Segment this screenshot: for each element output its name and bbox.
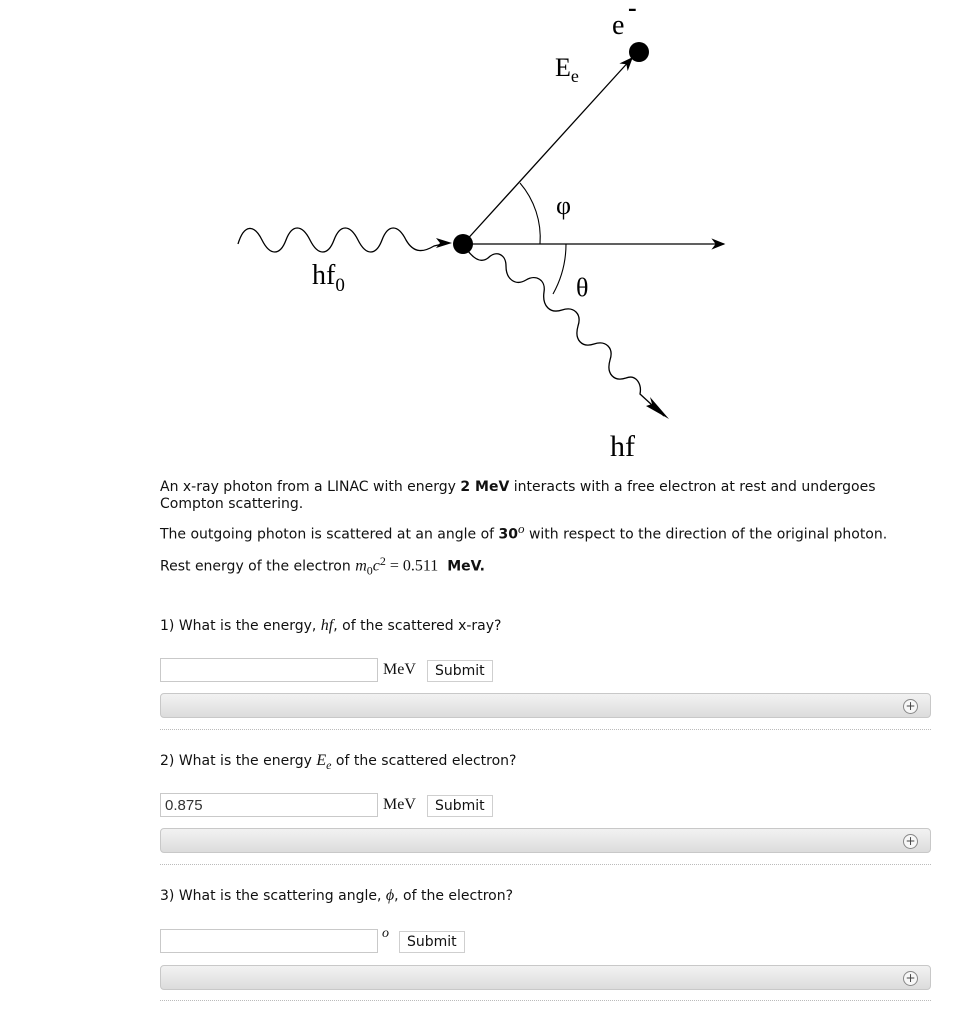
incident-arrowhead [436, 238, 452, 248]
phi-arc [520, 183, 540, 244]
squared-exponent: 2 [379, 554, 386, 568]
plus-circle-icon[interactable]: + [903, 971, 918, 986]
electron-energy-label: $E_e$ [555, 53, 579, 86]
scattered-photon-label: hf [610, 430, 635, 463]
answer-2-input[interactable] [160, 793, 378, 817]
theta-label: θ [576, 273, 589, 302]
problem-text: An x-ray photon from a LINAC with energy [160, 479, 461, 495]
problem-text: Rest energy of the electron [160, 558, 356, 575]
question-text: , of the electron? [394, 888, 514, 904]
phi-label: φ [556, 191, 572, 220]
incident-photon-label: $hf_0$ [312, 260, 345, 296]
question-1 [160, 617, 501, 635]
question-3 [160, 887, 513, 905]
rest-mass-subscript: 0 [366, 563, 373, 578]
answer-3-unit: o [382, 926, 389, 941]
speed-of-light-symbol: c [372, 557, 380, 575]
electron-label: e [612, 10, 625, 41]
question-text: , of the scattered x-ray? [333, 618, 502, 634]
answer-1-unit: MeV [383, 661, 416, 678]
submit-3-button[interactable]: Submit [399, 931, 465, 953]
hint-2-bar[interactable] [160, 828, 931, 853]
answer-1-input[interactable] [160, 658, 378, 682]
question-text: 1) What is the energy, [160, 618, 321, 634]
electron-trajectory [463, 58, 632, 244]
problem-line-1 [160, 479, 920, 513]
incident-photon-wave [238, 228, 447, 252]
question-subscript: e [326, 757, 332, 772]
scattered-arrowhead [646, 397, 669, 419]
rest-energy-unit: MeV. [447, 558, 485, 575]
question-text: 3) What is the scattering angle, [160, 888, 386, 904]
divider [160, 1000, 931, 1001]
collision-electron-dot [453, 234, 473, 254]
answer-2-unit: MeV [383, 796, 416, 813]
hint-3-bar[interactable] [160, 965, 931, 990]
hint-1-bar[interactable] [160, 693, 931, 718]
scattered-photon-wave [463, 244, 664, 416]
plus-circle-icon[interactable]: + [903, 834, 918, 849]
scatter-angle-value: 30 [498, 526, 519, 543]
question-text: of the scattered electron? [331, 753, 517, 769]
degree-symbol: o [518, 521, 525, 536]
question-symbol: E [316, 752, 327, 769]
problem-line-3 [160, 553, 920, 579]
incident-energy: 2 MeV [460, 479, 510, 495]
problem-text: with respect to the direction of the original photon. [524, 526, 888, 543]
question-text: 2) What is the energy [160, 753, 317, 769]
theta-arc [553, 244, 566, 294]
scattered-electron-dot [629, 42, 649, 62]
compton-diagram [0, 0, 957, 470]
question-2 [160, 752, 516, 773]
rest-energy-value: = 0.511 [385, 557, 439, 575]
submit-2-button[interactable]: Submit [427, 795, 493, 817]
problem-line-2 [160, 520, 920, 544]
divider [160, 729, 931, 730]
problem-text: interacts with a free electron at rest and undergoes Compton scattering. [160, 479, 876, 512]
divider [160, 864, 931, 865]
electron-charge: - [628, 0, 637, 22]
rest-mass-symbol: m [355, 557, 367, 575]
submit-1-button[interactable]: Submit [427, 660, 493, 682]
answer-3-input[interactable] [160, 929, 378, 953]
plus-circle-icon[interactable]: + [903, 699, 918, 714]
problem-text: The outgoing photon is scattered at an angle of [160, 526, 499, 543]
question-symbol: ϕ [385, 887, 395, 904]
question-symbol: hf [320, 617, 334, 634]
